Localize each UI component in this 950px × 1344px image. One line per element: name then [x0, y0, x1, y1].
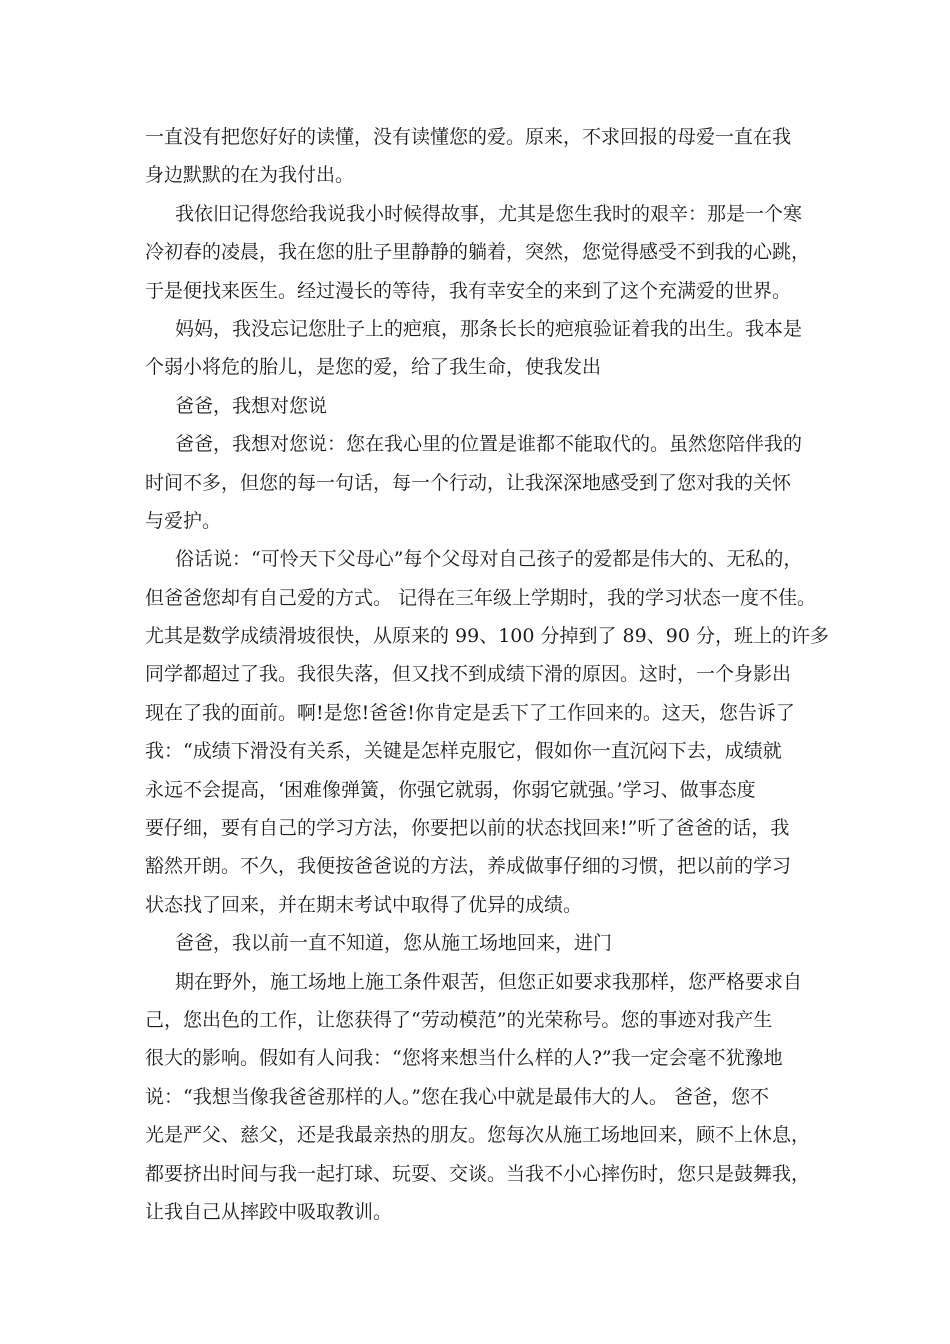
- paragraph-start-line: 俗话说：“可怜天下父母心”每个父母对自己孩子的爱都是伟大的、无私的，: [175, 548, 803, 571]
- text-line: 现在了我的面前。啊!是您!爸爸!你肯定是丢下了工作回来的。这天，您告诉了: [145, 701, 795, 724]
- text-line: 一直没有把您好好的读懂，没有读懂您的爱。原来，不求回报的母爱一直在我: [145, 126, 792, 148]
- paragraph-start-line: 爸爸，我想对您说：您在我心里的位置是谁都不能取代的。虽然您陪伴我的: [175, 433, 803, 456]
- text-line: 豁然开朗。不久，我便按爸爸说的方法，养成做事仔细的习惯，把以前的学习: [145, 855, 792, 878]
- text-line: 与爱护。: [145, 509, 222, 532]
- text-line: 让我自己从摔跤中吸取教训。: [145, 1200, 393, 1223]
- text-line: 很大的影响。假如有人问我：“您将来想当什么样的人?”我一定会毫不犹豫地: [145, 1047, 783, 1070]
- text-line: 都要挤出时间与我一起打球、玩耍、交谈。当我不小心摔伤时，您只是鼓舞我，: [145, 1162, 811, 1185]
- text-line: 状态找了回来，并在期末考试中取得了优异的成绩。: [145, 893, 583, 916]
- text-line: 但爸爸您却有自己爱的方式。 记得在三年级上学期时，我的学习状态一度不佳。: [145, 586, 817, 609]
- paragraph-start-line: 爸爸，我以前一直不知道，您从施工场地回来，进门: [175, 932, 613, 955]
- text-line: 尤其是数学成绩滑坡很快，从原来的 99、100 分掉到了 89、90 分，班上的许多: [145, 625, 829, 648]
- text-line: 己，您出色的工作，让您获得了“劳动模范”的光荣称号。您的事迹对我产生: [145, 1008, 773, 1031]
- text-line: 我：“成绩下滑没有关系，关键是怎样克服它，假如你一直沉闷下去，成绩就: [145, 740, 782, 763]
- text-line: 说：“我想当像我爸爸那样的人。”您在我心中就是最伟大的人。 爸爸，您不: [145, 1085, 769, 1108]
- text-line: 个弱小将危的胎儿，是您的爱，给了我生命，使我发出: [145, 356, 602, 379]
- text-line: 时间不多，但您的每一句话，每一个行动，让我深深地感受到了您对我的关怀: [145, 471, 792, 494]
- text-line: 永远不会提高，‘困难像弹簧，你强它就弱，你弱它就强。’学习、做事态度: [145, 778, 756, 801]
- text-line: 同学都超过了我。我很失落，但又找不到成绩下滑的原因。这时，一个身影出: [145, 663, 792, 686]
- text-line: 冷初春的凌晨，我在您的肚子里静静的躺着，突然，您觉得感受不到我的心跳，: [145, 241, 811, 264]
- text-line: 要仔细，要有自己的学习方法，你要把以前的状态找回来!”听了爸爸的话，我: [145, 817, 790, 840]
- paragraph-start-line: 妈妈，我没忘记您肚子上的疤痕，那条长长的疤痕验证着我的出生。我本是: [175, 317, 803, 340]
- article-body: [145, 118, 845, 1231]
- text-line: 于是便找来医生。经过漫长的等待，我有幸安全的来到了这个充满爱的世界。: [145, 279, 792, 302]
- section-heading: 爸爸，我想对您说: [175, 394, 328, 417]
- paragraph-start-line: 期在野外，施工场地上施工条件艰苦，但您正如要求我那样，您严格要求自: [175, 970, 803, 993]
- text-line: 身边默默的在为我付出。: [145, 164, 355, 187]
- paragraph-start-line: 我依旧记得您给我说我小时候得故事，尤其是您生我时的艰辛：那是一个寒: [175, 202, 803, 225]
- text-line: 光是严父、慈父，还是我最亲热的朋友。您每次从施工场地回来，顾不上休息，: [145, 1124, 811, 1147]
